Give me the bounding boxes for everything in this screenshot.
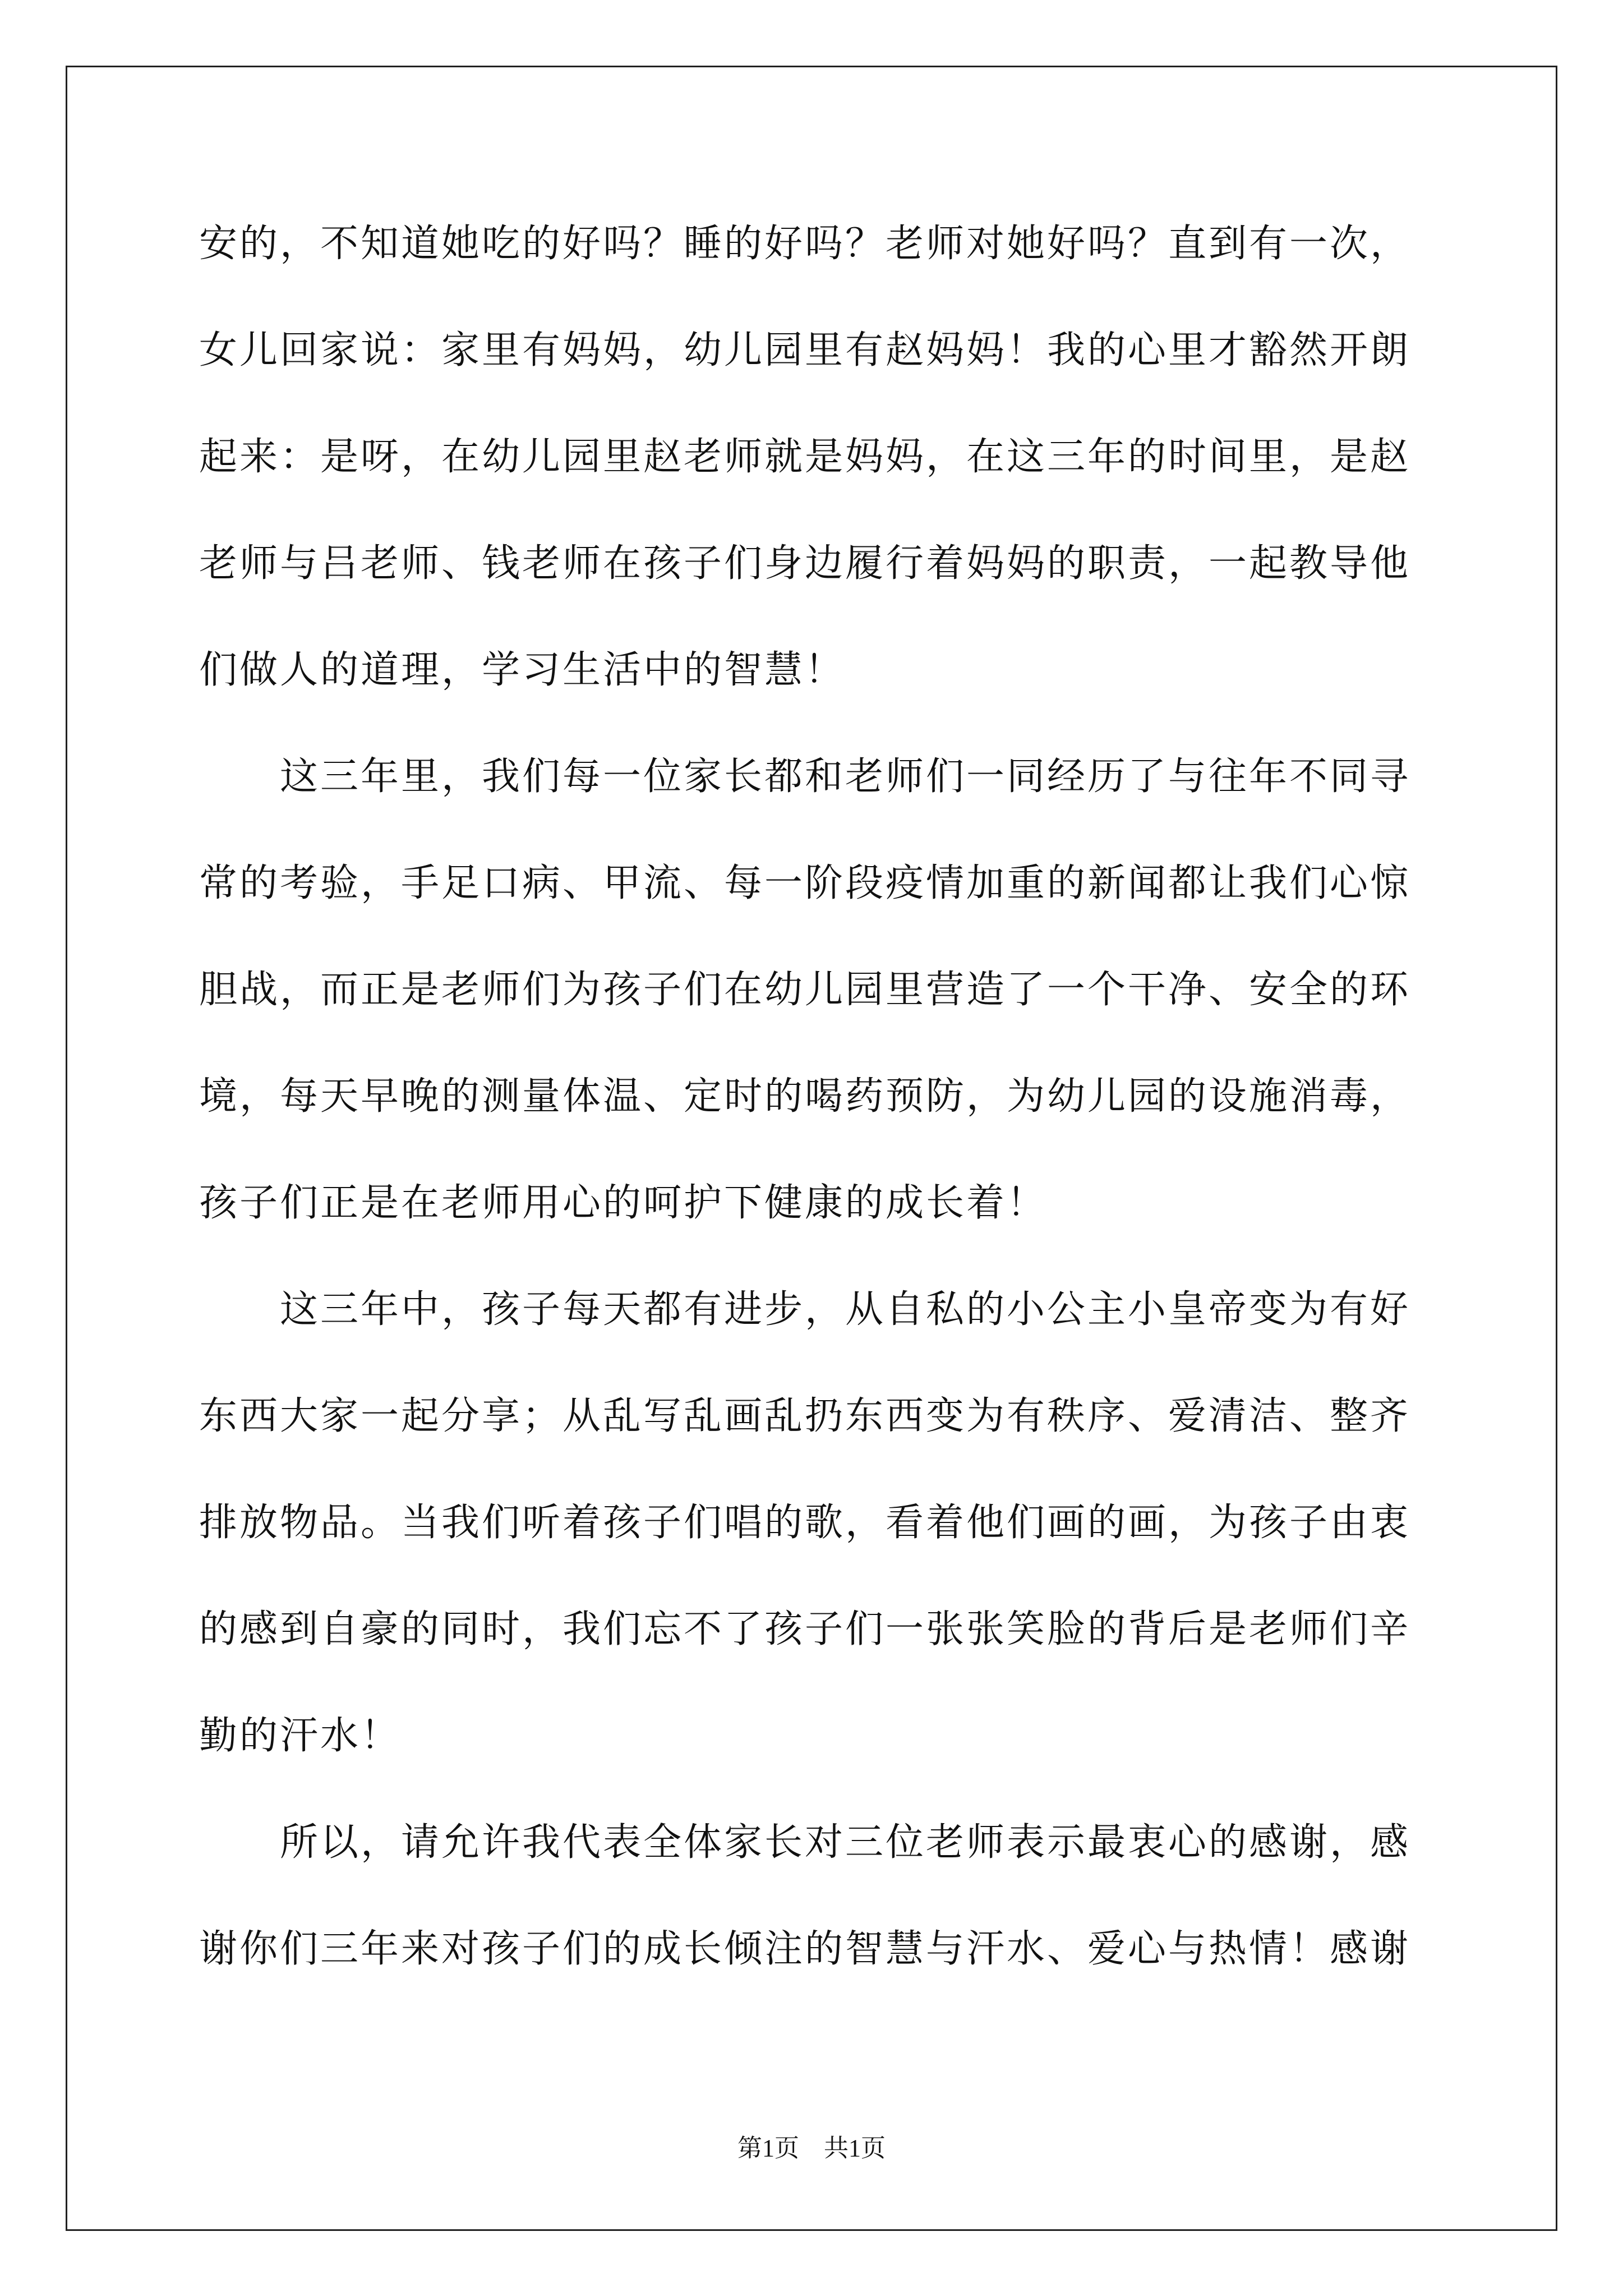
paragraph-start-line: 这三年中，孩子每天都有进步，从自私的小公主小皇帝变为有好 [280,1287,1411,1332]
text-line: 排放物品。当我们听着孩子们唱的歌，看着他们画的画，为孩子由衷 [199,1501,1411,1545]
text-line: 起来：是呀，在幼儿园里赵老师就是妈妈，在这三年的时间里，是赵 [199,435,1411,479]
text-line: 常的考验，手足口病、甲流、每一阶段疫情加重的新闻都让我们心惊 [199,861,1411,905]
page-number-footer: 第1页 共1页 [737,2134,886,2162]
text-line: 境，每天早晚的测量体温、定时的喝药预防，为幼儿园的设施消毒， [199,1074,1411,1119]
text-line: 谢你们三年来对孩子们的成长倾注的智慧与汗水、爱心与热情！感谢 [199,1927,1411,1971]
text-line: 胆战，而正是老师们为孩子们在幼儿园里营造了一个干净、安全的环 [199,968,1411,1012]
document-body [199,213,1427,2025]
text-line: 们做人的道理，学习生活中的智慧！ [199,648,846,692]
text-line: 的感到自豪的同时，我们忘不了孩子们一张张笑脸的背后是老师们辛 [199,1607,1411,1651]
text-line: 安的，不知道她吃的好吗？睡的好吗？老师对她好吗？直到有一次， [199,222,1411,266]
paragraph-start-line: 这三年里，我们每一位家长都和老师们一同经历了与往年不同寻 [280,754,1411,799]
text-line: 老师与吕老师、钱老师在孩子们身边履行着妈妈的职责，一起教导他 [199,541,1411,586]
text-line: 勤的汗水！ [199,1714,402,1758]
text-line: 女儿回家说：家里有妈妈，幼儿园里有赵妈妈！我的心里才豁然开朗 [199,328,1411,372]
text-line: 东西大家一起分享；从乱写乱画乱扔东西变为有秩序、爱清洁、整齐 [199,1394,1411,1438]
paragraph-start-line: 所以，请允许我代表全体家长对三位老师表示最衷心的感谢，感 [280,1820,1411,1865]
text-line: 孩子们正是在老师用心的呵护下健康的成长着！ [199,1181,1048,1225]
